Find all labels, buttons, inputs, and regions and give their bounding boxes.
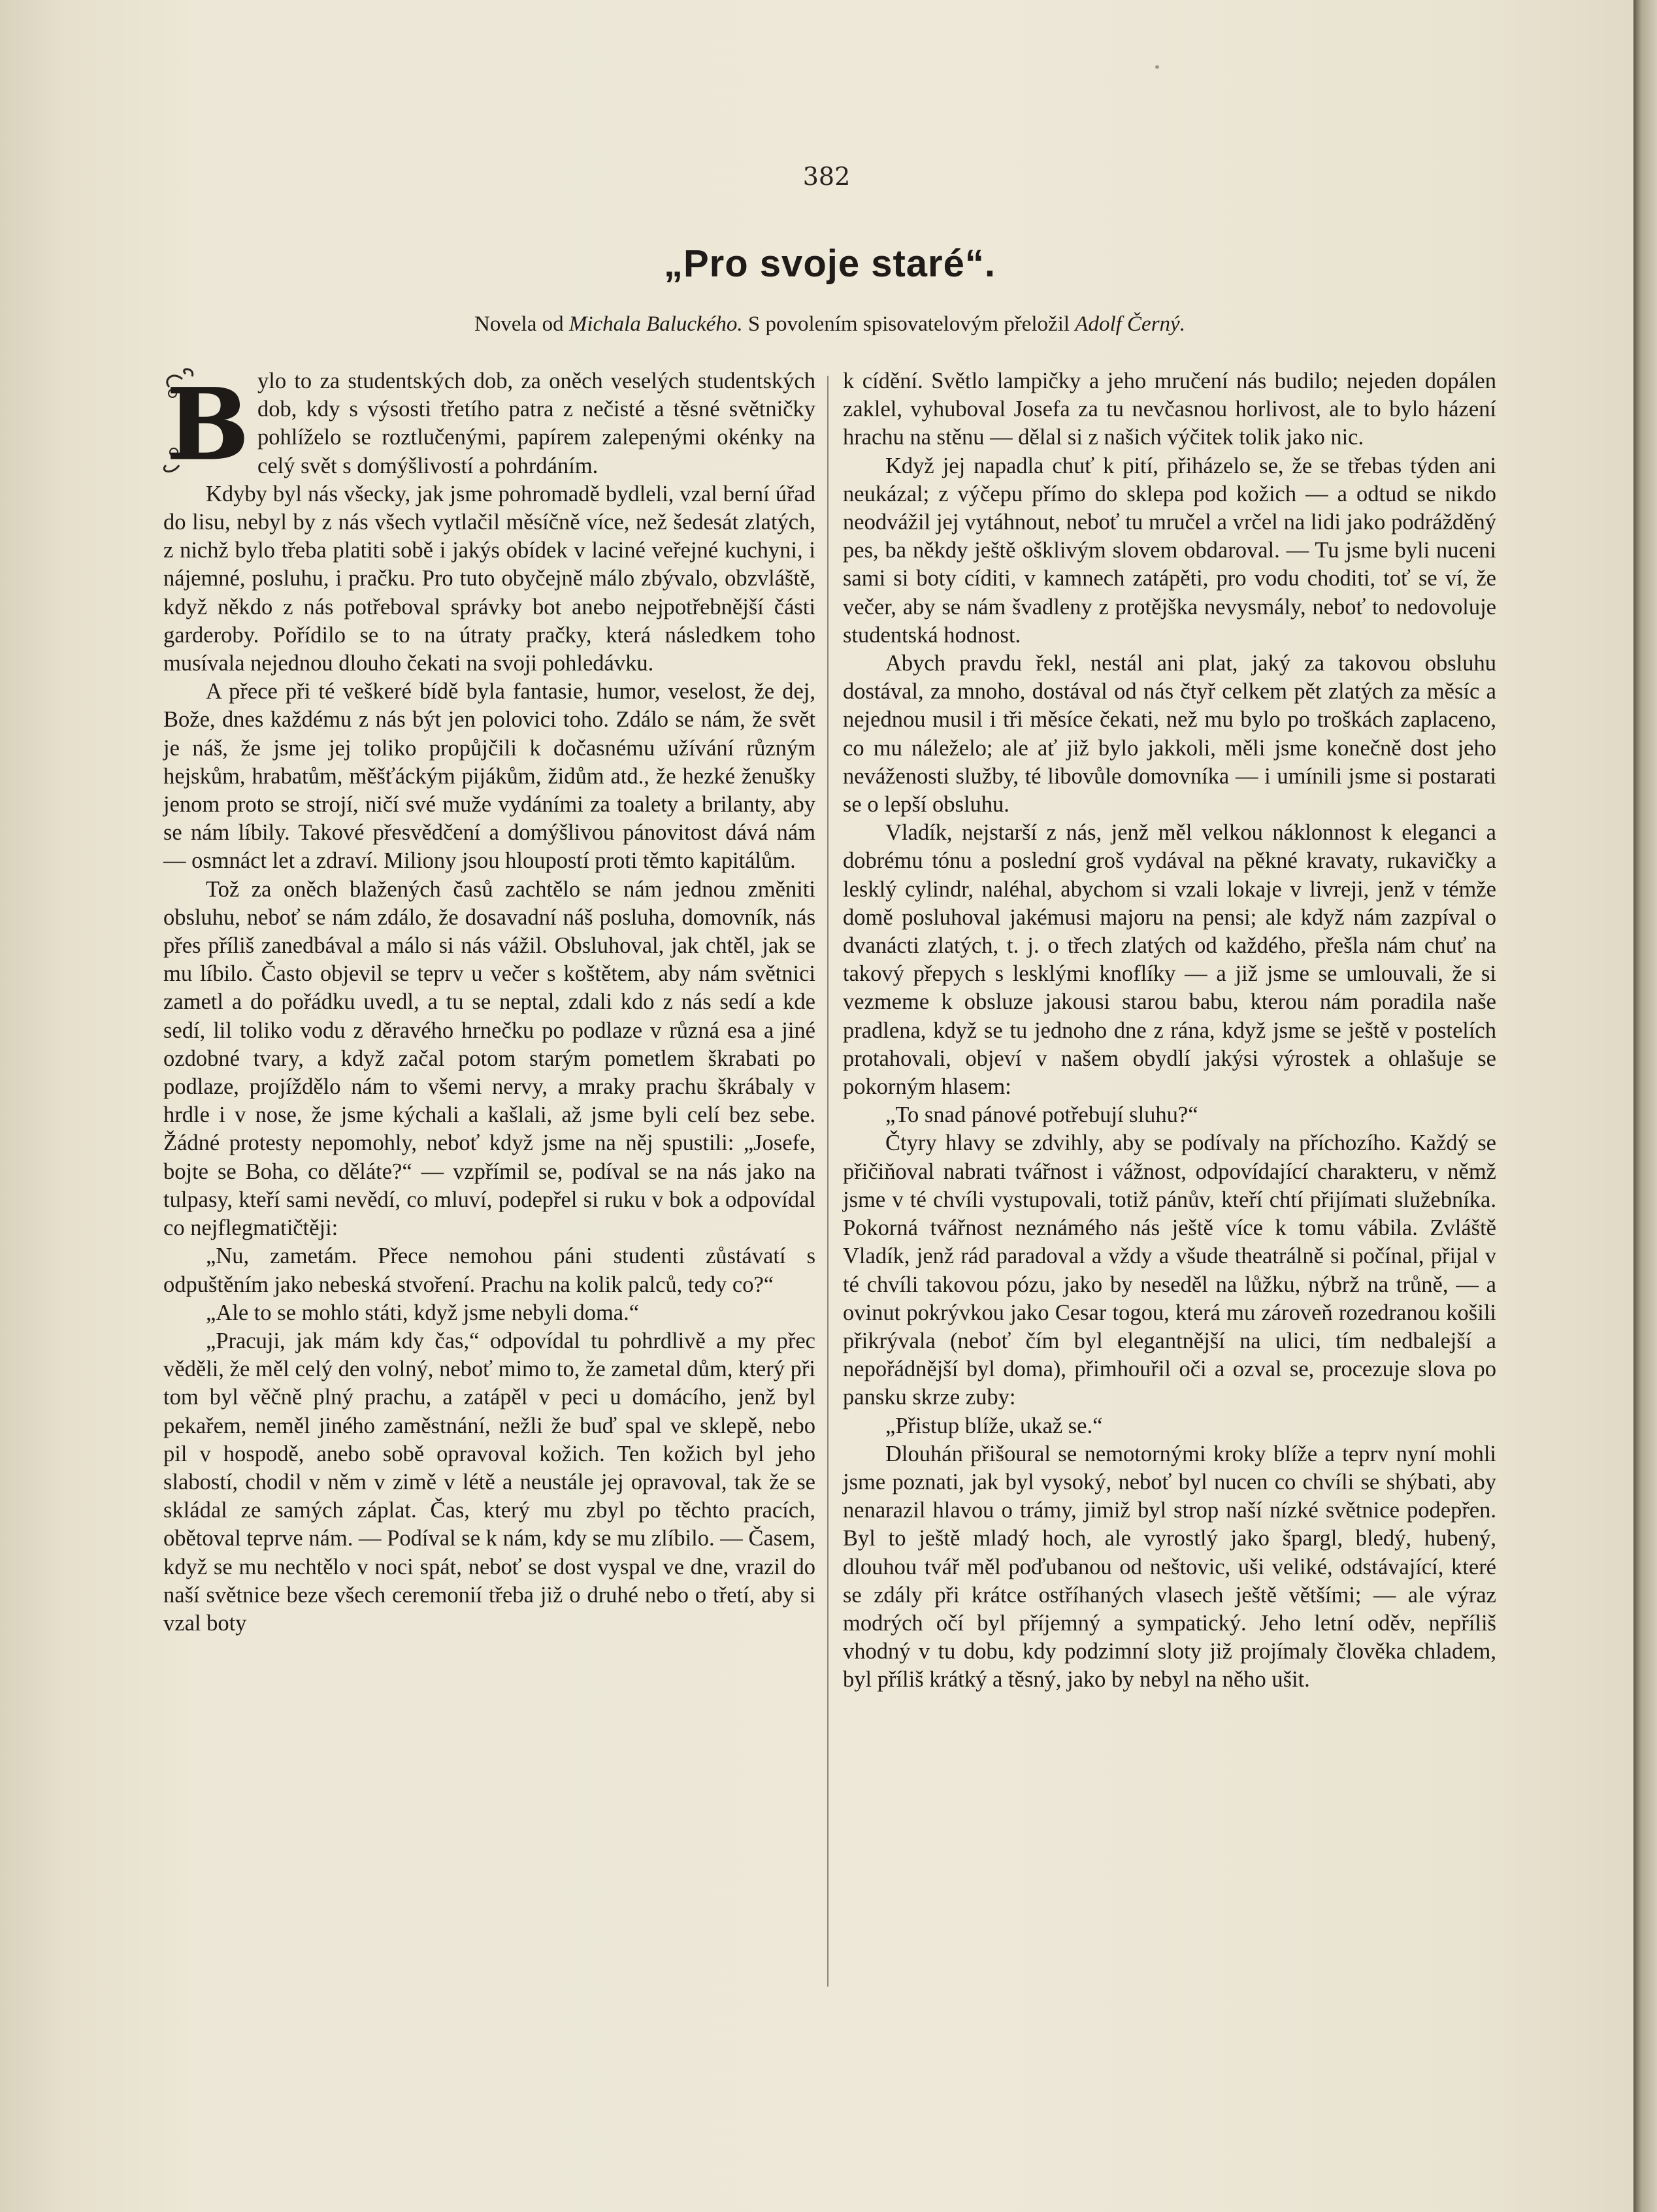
paragraph: Když jej napadla chuť k pití, přiházelo se, že se třebas týden ani neukázal; z výčepu přímo do sklepa pod kožich — a odtud se nikdo neodvážil jej vytáhnout, neboť tu mručel a vrčel na lidi jako podrážděný pes, ba někdy ještě ošklivým slovem obdaroval. — Tu jsme byli nuceni sami si boty cíditi, v kamnech zatápěti, pro vodu choditi, toť se ví, že večer, aby se nám švadleny z protějška nevysmály, neboť to nedovoluje studentská hodnost.	[843, 453, 1496, 648]
paragraph: Kdyby byl nás všecky, jak jsme pohromadě bydleli, vzal berní úřad do lisu, nebyl by z nás všech vytlačil měsíčně více, než šedesát zlatých, z nichž bylo třeba platiti sobě i jakýs obídek v laciné veřejné kuchyni, i nájemné, posluhu, i pračku. Pro tuto obyčejně málo zbývalo, obzvláště, když někdo z nás potřeboval správky bot anebo nejpotřebnější části garderoby. Pořídilo se to na útraty pračky, která následkem toho musívala nejednou dlouho čekati na svoji pohledávku.	[163, 481, 815, 676]
paragraph: Abych pravdu řekl, nestál ani plat, jaký za takovou obsluhu dostával, za mnoho, dostával od nás čtyř celkem pět zlatých za měsíc a nejednou musil i tři měsíce čekati, než mu bylo po troškách zaplaceno, co mu náleželo; ale ať již bylo jakkoli, měli jsme konečně dost jeho neváženosti služby, té libovůle domovníka — i umínili jsme si postarati se o lepší obsluhu.	[843, 651, 1496, 817]
translator-name: Adolf Černý.	[1075, 312, 1185, 336]
left-column	[163, 367, 815, 1638]
paragraph: k cídění. Světlo lampičky a jeho mručení nás budilo; nejeden dopálen zaklel, vyhuboval Josefa za tu nevčasnou horlivost, ale to bylo házení hrachu na stěnu — dělal si z našich výčitek tolik jako nic.	[843, 369, 1496, 450]
paragraph: Dlouhán přišoural se nemotornými kroky blíže a teprv nyní mohli jsme poznati, jak byl vysoký, neboť byl nucen co chvíli se shýbati, aby nenarazil hlavou o trámy, jimiž byl strop naší nízké světnice podepřen. Byl to ještě mladý hoch, ale vyrostlý jako špargl, bledý, hubený, dlouhou tvář měl poďubanou od neštovic, uši veliké, odstávající, které se zdály při krátce ostříhaných vlasech ještě většími; — ale výraz modrých očí byl příjemný a sympatický. Jeho letní oděv, nepříliš vhodný v tu dobu, kdy podzimní sloty již projímaly člověka chladem, byl příliš krátký a těsný, jako by nebyl na něho ušit.	[843, 1441, 1496, 1692]
paragraph: „To snad pánové potřebují sluhu?“	[885, 1102, 1198, 1128]
drop-cap-letter: B	[166, 367, 250, 475]
story-subtitle	[274, 312, 1385, 337]
page-gutter-shadow	[1633, 0, 1657, 2212]
subtitle-prefix: Novela od	[474, 312, 564, 336]
column-divider	[827, 376, 829, 1987]
paragraph: Tož za oněch blažených časů zachtělo se nám jednou změniti obsluhu, neboť se nám zdálo, že dosavadní náš posluha, domovník, nás přes příliš zanedbával a málo si nás vážil. Obsluhoval, jak chtěl, jak se mu líbilo. Často objevil se teprv u večer s koštětem, aby nám světnici zametl a do pořádku uvedl, a tu se neptal, zdali kdo z nás sedí a kde sedí, lil toliko vodu z děravého hrnečku po podlaze v různá esa a jiné ozdobné tvary, a když začal potom starým pometlem škrabati po podlaze, projíždělo nám to všemi nervy, a mraky prachu škrábaly v hrdle i v nose, že jsme kýchali a kašlali, až jsme byli celí bez sebe. Žádné protesty nepomohly, neboť když jsme na něj spustili: „Josefe, bojte se Boha, co děláte?“ — vzpřímil se, podíval se na nás jako na tulpasy, kteří sami nevědí, co mluví, podepřel si ruku v bok a odpovídal co nejflegmatičtěji:	[163, 876, 815, 1241]
paragraph	[163, 367, 815, 480]
paragraph: „Pracuji, jak mám kdy čas,“ odpovídal tu pohrdlivě a my přec věděli, že měl celý den volný, neboť mimo to, že zametal dům, který při tom byl věčně plný prachu, a zatápěl v peci u domácího, jenž byl pekařem, neměl jiného zaměstnání, nežli že buď spal ve sklepě, nebo pil v hospodě, anebo sobě opravoval kožich. Ten kožich byl jeho slabostí, chodil v něm v zimě v létě a neustále jej opravoval, tak že se skládal ze samých záplat. Čas, který mu zbyl po těchto pracích, obětoval teprve nám. — Podíval se k nám, kdy se mu zlíbilo. — Časem, když se mu nechtělo v noci spát, neboť se dost vyspal ve dne, vrazil do naší světnice beze všech ceremonií třeba již o druhé nebo o třetí, aby si vzal boty	[163, 1328, 815, 1636]
paragraph-text: ylo to za studentských dob, za oněch veselých studentských dob, kdy s výsosti třetího patra z nečisté a těsné světničky pohlíželo se roztlučenými, papírem zalepenými okénky na celý svět s domýšlivostí a pohrdáním.	[257, 369, 815, 478]
paragraph: „Přistup blíže, ukaž se.“	[885, 1413, 1103, 1438]
author-name: Michala Baluckého.	[568, 312, 743, 336]
page-number: 382	[802, 162, 851, 191]
paragraph: „Nu, zametám. Přece nemohou páni studenti zůstávatí s odpuštěním jako nebeská stvoření. Prachu na kolik palců, tedy co?“	[163, 1244, 815, 1297]
paragraph: „Ale to se mohlo státi, když jsme nebyli doma.“	[206, 1300, 640, 1325]
paragraph: Čtyry hlavy se zdvihly, aby se podívaly na příchozího. Každý se přičiňoval nabrati tvářnost i vážnost, odpovídající charakteru, v němž jsme v té chvíli vystupovali, totiž pánův, kteří chtí přijímati služebníka. Pokorná tvářnost neznámého nás ještě více k tomu vábila. Zvláště Vladík, jenž rád paradoval a vždy a všude theatrálně si počínal, přijal v té chvíli takovou pózu, jako by neseděl na lůžku, nýbrž na trůně, — a ovinut pokrývkou jako Cesar togou, která mu zároveň rozedranou košili přikrývala (neboť čím byl elegantnější na ulici, tím nedbalejší a nepořádnější byl doma), přimhouřil oči a ozval se, procezuje slova po pansku skrze zuby:	[843, 1131, 1496, 1410]
subtitle-middle: S povolením spisovatelovým přeložil	[747, 312, 1070, 336]
story-title: „Pro svoje staré“.	[664, 242, 996, 285]
paper-speck	[1155, 65, 1159, 69]
paragraph: Vladík, nejstarší z nás, jenž měl velkou náklonnost k eleganci a dobrému tónu a poslední groš vydával na pěkné kravaty, rukavičky a lesklý cylindr, naléhal, abychom si vzali lokaje v livreji, jenž v témže domě posluhoval jakémusi majoru na pensi; ale když nám zazpíval o dvanácti zlatých, t. j. o třech zlatých od každého, přešla nám chuť na takový přepych s lesklými knoflíky — a již jsme se umlouvali, že si vezmeme k obsluze jakousi starou babu, kterou nám poradila naše pradlena, když se tu jednoho dne z rána, když jsme se ještě v postelích protahovali, objeví v našem obydlí jakýsi výrostek a ohlašuje se pokorným hlasem:	[843, 820, 1496, 1100]
paragraph: A přece při té veškeré bídě byla fantasie, humor, veselost, že dej, Bože, dnes každému z nás být jen polovici toho. Zdálo se nám, že svět je náš, že jsme jej toliko propůjčili k dočasnému užívání různým hejskům, hrabatům, měšťáckým pijákům, židům atd., že hezké ženušky jenom proto se strojí, ničí své muže vydáními za toalety a brilanty, aby se nám líbily. Takové přesvědčení a domýšlivou pánovitost dává nám — osmnáct let a zdraví. Miliony jsou hloupostí proti těmto kapitálům.	[163, 679, 815, 874]
right-column	[843, 367, 1496, 1694]
drop-cap	[159, 367, 251, 475]
